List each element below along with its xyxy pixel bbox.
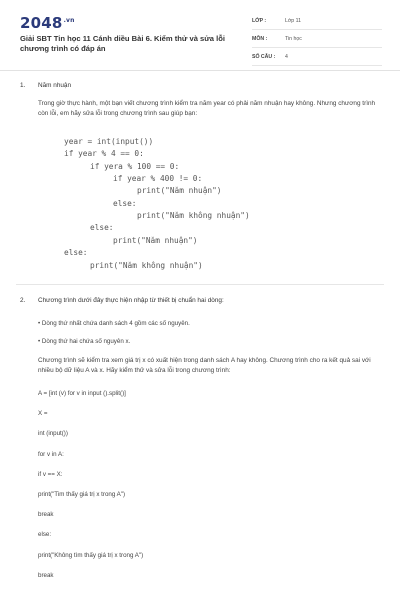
- code-line: A = [int (v) for v in input ().split()]: [38, 390, 126, 397]
- meta-row-count: [252, 50, 382, 66]
- code-line: if year % 4 == 0:: [64, 149, 144, 158]
- question-number: 1.: [20, 82, 26, 89]
- logo-text: 2048: [20, 14, 63, 32]
- question-number: 2.: [20, 297, 26, 304]
- question-paragraph: Chương trình sẽ kiểm tra xem giá trị x có xuất hiện trong danh sách A hay không. Chương trình cho ra kết quả sai với nhiều bộ dữ liệu A và x. Hãy kiểm thử và sửa lỗi trong chương trình:: [38, 357, 371, 374]
- bullet-item: • Dòng thứ hai chứa số nguyên x.: [38, 338, 131, 345]
- code-line: break: [38, 511, 54, 518]
- code-line: else:: [113, 199, 137, 208]
- document-header: [0, 0, 400, 71]
- meta-label: LỚP :: [252, 18, 267, 24]
- meta-label: MÔN :: [252, 36, 268, 42]
- code-line: if v == X:: [38, 471, 63, 478]
- code-line: for v in A:: [38, 451, 64, 458]
- code-line: if year % 400 != 0:: [113, 174, 203, 183]
- document-title: Giải SBT Tin học 11 Cánh diều Bài 6. Kiểm thử và sửa lỗi chương trình có đáp án: [20, 34, 225, 53]
- code-line: year = int(input()): [64, 137, 154, 146]
- code-line: else:: [90, 223, 114, 232]
- code-line: X =: [38, 410, 48, 417]
- code-line: print("Tim thấy giá trị x trong A"): [38, 491, 126, 498]
- question-paragraph: Trong giờ thực hành, một bạn viết chương trình kiểm tra năm year có phải năm nhuận hay không. Nhưng chương trình còn lỗi, em hãy sửa lỗi trong chương trình sau giúp bạn:: [38, 100, 376, 117]
- code-line: print("Không tìm thấy giá trị x trong A"): [38, 552, 144, 559]
- meta-value: 4: [285, 54, 288, 60]
- logo-domain: .vn: [63, 17, 75, 24]
- site-logo[interactable]: [20, 14, 75, 32]
- meta-value: Tin học: [285, 36, 302, 42]
- section-divider: [16, 284, 384, 285]
- code-line: if yera % 100 == 0:: [90, 162, 180, 171]
- meta-value: Lớp 11: [285, 18, 301, 24]
- code-line: break: [38, 572, 54, 579]
- meta-label: SỐ CÂU :: [252, 54, 276, 60]
- code-line: print("Năm không nhuận"): [137, 211, 250, 220]
- meta-row-subject: [252, 32, 382, 48]
- code-line: int (input()): [38, 430, 68, 437]
- code-line: else:: [64, 248, 88, 257]
- code-line: print("Năm nhuận"): [137, 186, 222, 195]
- question-title: Năm nhuận: [38, 82, 72, 89]
- document-meta: [252, 14, 382, 68]
- code-line: print("Năm nhuận"): [113, 236, 198, 245]
- meta-row-grade: [252, 14, 382, 30]
- bullet-item: • Dòng thứ nhất chứa danh sách 4 gồm các số nguyên.: [38, 320, 190, 327]
- code-line: print("Năm không nhuận"): [90, 261, 203, 270]
- question-title: Chương trình dưới đây thực hiện nhập từ thiết bị chuẩn hai dòng:: [38, 297, 224, 304]
- code-line: else:: [38, 531, 52, 538]
